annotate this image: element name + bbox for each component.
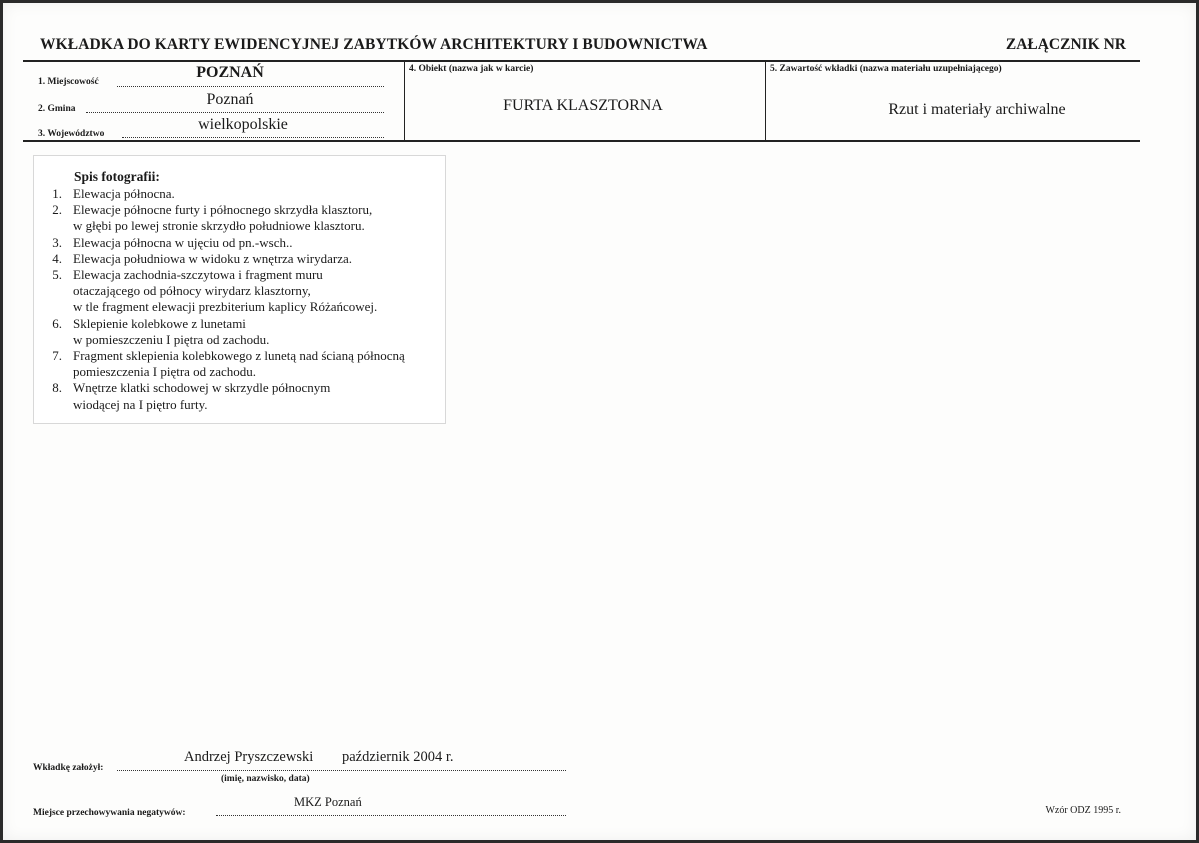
header-divider-2 [765,61,766,140]
photo-item-text: Elewacje północne furty i północnego skrzydła klasztoru, w głębi po lewej stronie skrzydło południowe klasztoru. [73,202,373,234]
photo-item-number: 5. [52,267,62,283]
photo-item-text: Fragment sklepienia kolebkowego z lunetą nad ścianą północną pomieszczenia I piętra od zachodu. [73,348,405,380]
photo-item-text: Elewacja południowa w widoku z wnętrza wirydarza. [73,250,353,266]
author-hint: (imię, nazwisko, data) [221,774,310,784]
object-label: 4. Obiekt (nazwa jak w karcie) [409,64,534,74]
author-date: październik 2004 r. [342,749,454,765]
photo-list-item [34,348,444,380]
photo-item-text: Wnętrze klatki schodowej w skrzydle północnym wiodącej na I piętro furty. [73,380,331,412]
storage-label: Miejsce przechowywania negatywów: [33,808,186,818]
miejscowosc-label: 1. Miejscowość [38,77,99,87]
photo-list-item [34,316,444,348]
wojewodztwo-dots [122,137,384,138]
author-dots [117,770,566,771]
photo-item-number: 1. [52,186,62,201]
miejscowosc-dots [117,86,384,87]
photo-item-text: Elewacja północna w ujęciu od pn.-wsch.. [73,234,293,250]
photo-list-item [34,186,444,202]
wojewodztwo-label: 3. Województwo [38,129,105,139]
author-name: Andrzej Pryszczewski [184,749,314,765]
author-label: Wkładkę założył: [33,763,104,773]
contents-value: Rzut i materiały archiwalne [888,101,1066,118]
photo-item-text: Elewacja północna. [73,186,175,201]
photo-item-number: 8. [52,380,62,396]
contents-label: 5. Zawartość wkładki (nazwa materiału uzupełniającego) [770,64,1002,74]
photo-item-text: Sklepienie kolebkowe z lunetami w pomieszczeniu I piętra od zachodu. [73,315,270,347]
gmina-label: 2. Gmina [38,104,76,114]
photo-list-item [34,380,444,412]
photo-item-number: 2. [52,202,62,218]
form-pattern-note: Wzór ODZ 1995 r. [1045,805,1121,816]
photo-item-number: 3. [52,234,62,250]
photo-list-item [34,202,444,234]
object-value: FURTA KLASZTORNA [503,97,663,114]
photo-item-text: Elewacja zachodnia-szczytowa i fragment muru otaczającego od północy wirydarz klasztorny, w tle fragment elewacji prezbiterium kaplicy Różańcowej. [73,267,378,315]
header-bottom-rule [23,140,1140,142]
photo-list-panel [33,155,446,424]
storage-dots [216,815,566,816]
header-top-rule [23,60,1140,62]
annex-number-label: ZAŁĄCZNIK NR [1005,36,1126,53]
photo-list-item [34,235,444,251]
photo-list-item [34,251,444,267]
gmina-dots [86,112,384,113]
miejscowosc-value: POZNAŃ [196,64,264,81]
photo-list-item [34,267,444,316]
photo-item-number: 4. [52,250,62,266]
gmina-value: Poznań [206,91,254,108]
wojewodztwo-value: wielkopolskie [198,116,288,133]
photo-list [34,186,444,413]
storage-value: MKZ Poznań [294,795,362,809]
photo-list-title: Spis fotografii: [74,169,160,184]
photo-item-number: 6. [52,315,62,331]
photo-item-number: 7. [52,348,62,364]
form-title: WKŁADKA DO KARTY EWIDENCYJNEJ ZABYTKÓW ARCHITEKTURY I BUDOWNICTWA [40,36,708,53]
